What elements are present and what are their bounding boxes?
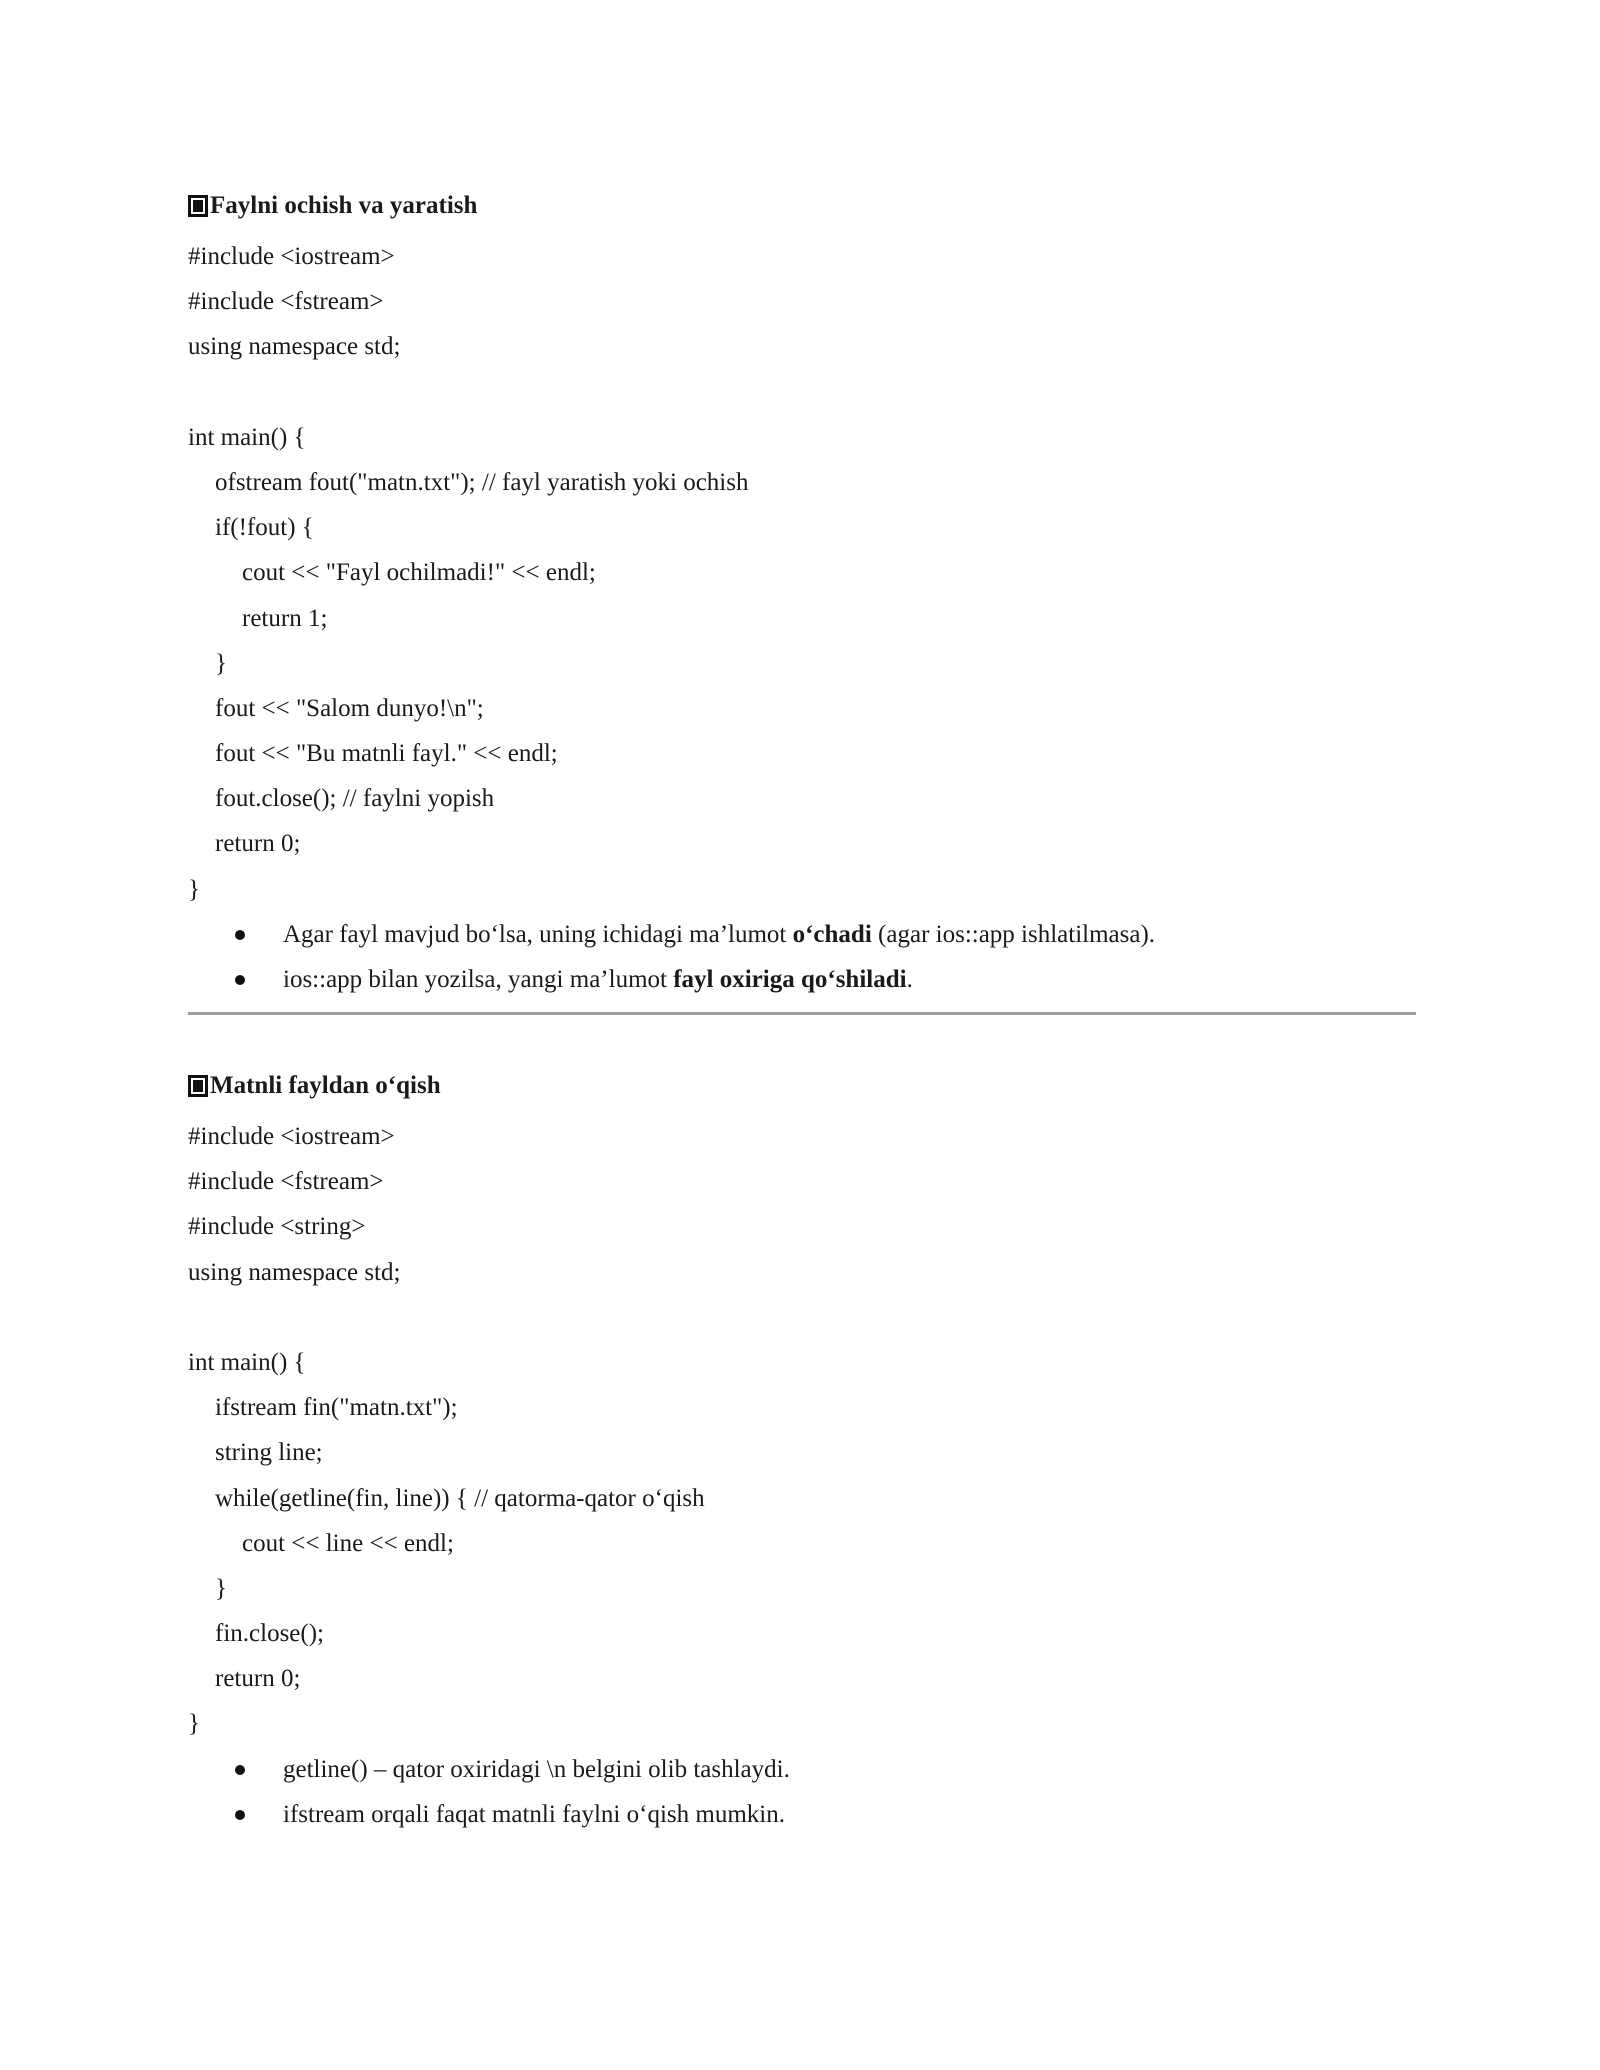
code-line: fout << "Bu matnli fayl." << endl; [215,740,558,768]
horizontal-divider [188,1012,1416,1015]
code-line: fin.close(); [215,1620,324,1648]
code-line: cout << "Fayl ochilmadi!" << endl; [242,559,596,587]
code-line: fout.close(); // faylni yopish [215,785,495,813]
code-line: int main() { [188,423,306,451]
bullet-icon [235,1765,245,1775]
code-line: while(getline(fin, line)) { // qatorma-qator o‘qish [215,1484,705,1512]
bullet-text: ifstream orqali faqat matnli faylni o‘qish mumkin. [283,1800,785,1828]
bullet-text: getline() – qator oxiridagi \n belgini olib tashlaydi. [283,1755,790,1783]
bullet-icon [235,1810,245,1820]
code-block [188,234,1418,912]
code-line: return 0; [215,1665,301,1693]
code-line: fout << "Salom dunyo!\n"; [215,694,484,722]
bullet-bold-text: fayl oxiriga qo‘shiladi [673,966,907,993]
bullet-text: Agar fayl mavjud bo‘lsa, uning ichidagi ma’lumot [283,920,793,948]
list-item [188,1747,1418,1792]
code-blank-line [188,1295,1418,1340]
code-line: #include <iostream> [188,243,395,270]
section-heading-text: Matnli fayldan o‘qish [210,1072,441,1099]
code-block [188,1114,1418,1747]
code-line: ofstream fout("matn.txt"); // fayl yaratish yoki ochish [215,468,749,496]
code-line: #include <fstream> [188,1168,384,1196]
code-line: #include <iostream> [188,1123,395,1150]
bullet-list [188,1747,1418,1837]
code-line: #include <fstream> [188,288,384,316]
code-blank-line [188,370,1418,415]
bullet-text: . [906,966,913,993]
section-heading [188,1068,1418,1104]
number-key-icon [188,1075,208,1097]
number-key-icon [188,195,208,217]
code-line: using namespace std; [188,333,401,361]
code-line: return 1; [242,604,328,632]
list-item [188,957,1418,1002]
section-open-create-file [188,188,1418,1002]
bullet-text: ios::app bilan yozilsa, yangi ma’lumot [283,966,674,993]
list-item [188,1792,1418,1837]
section-heading [188,188,1418,224]
section-heading-text: Faylni ochish va yaratish [210,192,478,219]
code-line: } [215,649,227,677]
code-line: int main() { [188,1348,306,1376]
code-line: } [215,1574,227,1602]
bullet-bold-text: o‘chadi [792,920,872,948]
code-line: } [188,875,200,903]
code-line: #include <string> [188,1213,366,1241]
code-line: cout << line << endl; [242,1529,454,1557]
list-item [188,912,1418,957]
code-line: string line; [215,1439,323,1467]
code-line: if(!fout) { [215,514,314,542]
bullet-list [188,912,1418,1002]
bullet-icon [235,930,245,940]
section-read-text-file [188,1068,1418,1837]
bullet-text: (agar ios::app ishlatilmasa). [871,920,1156,948]
bullet-icon [235,975,245,985]
code-line: using namespace std; [188,1258,401,1286]
code-line: ifstream fin("matn.txt"); [215,1394,458,1422]
code-line: } [188,1710,200,1738]
code-line: return 0; [215,830,301,858]
